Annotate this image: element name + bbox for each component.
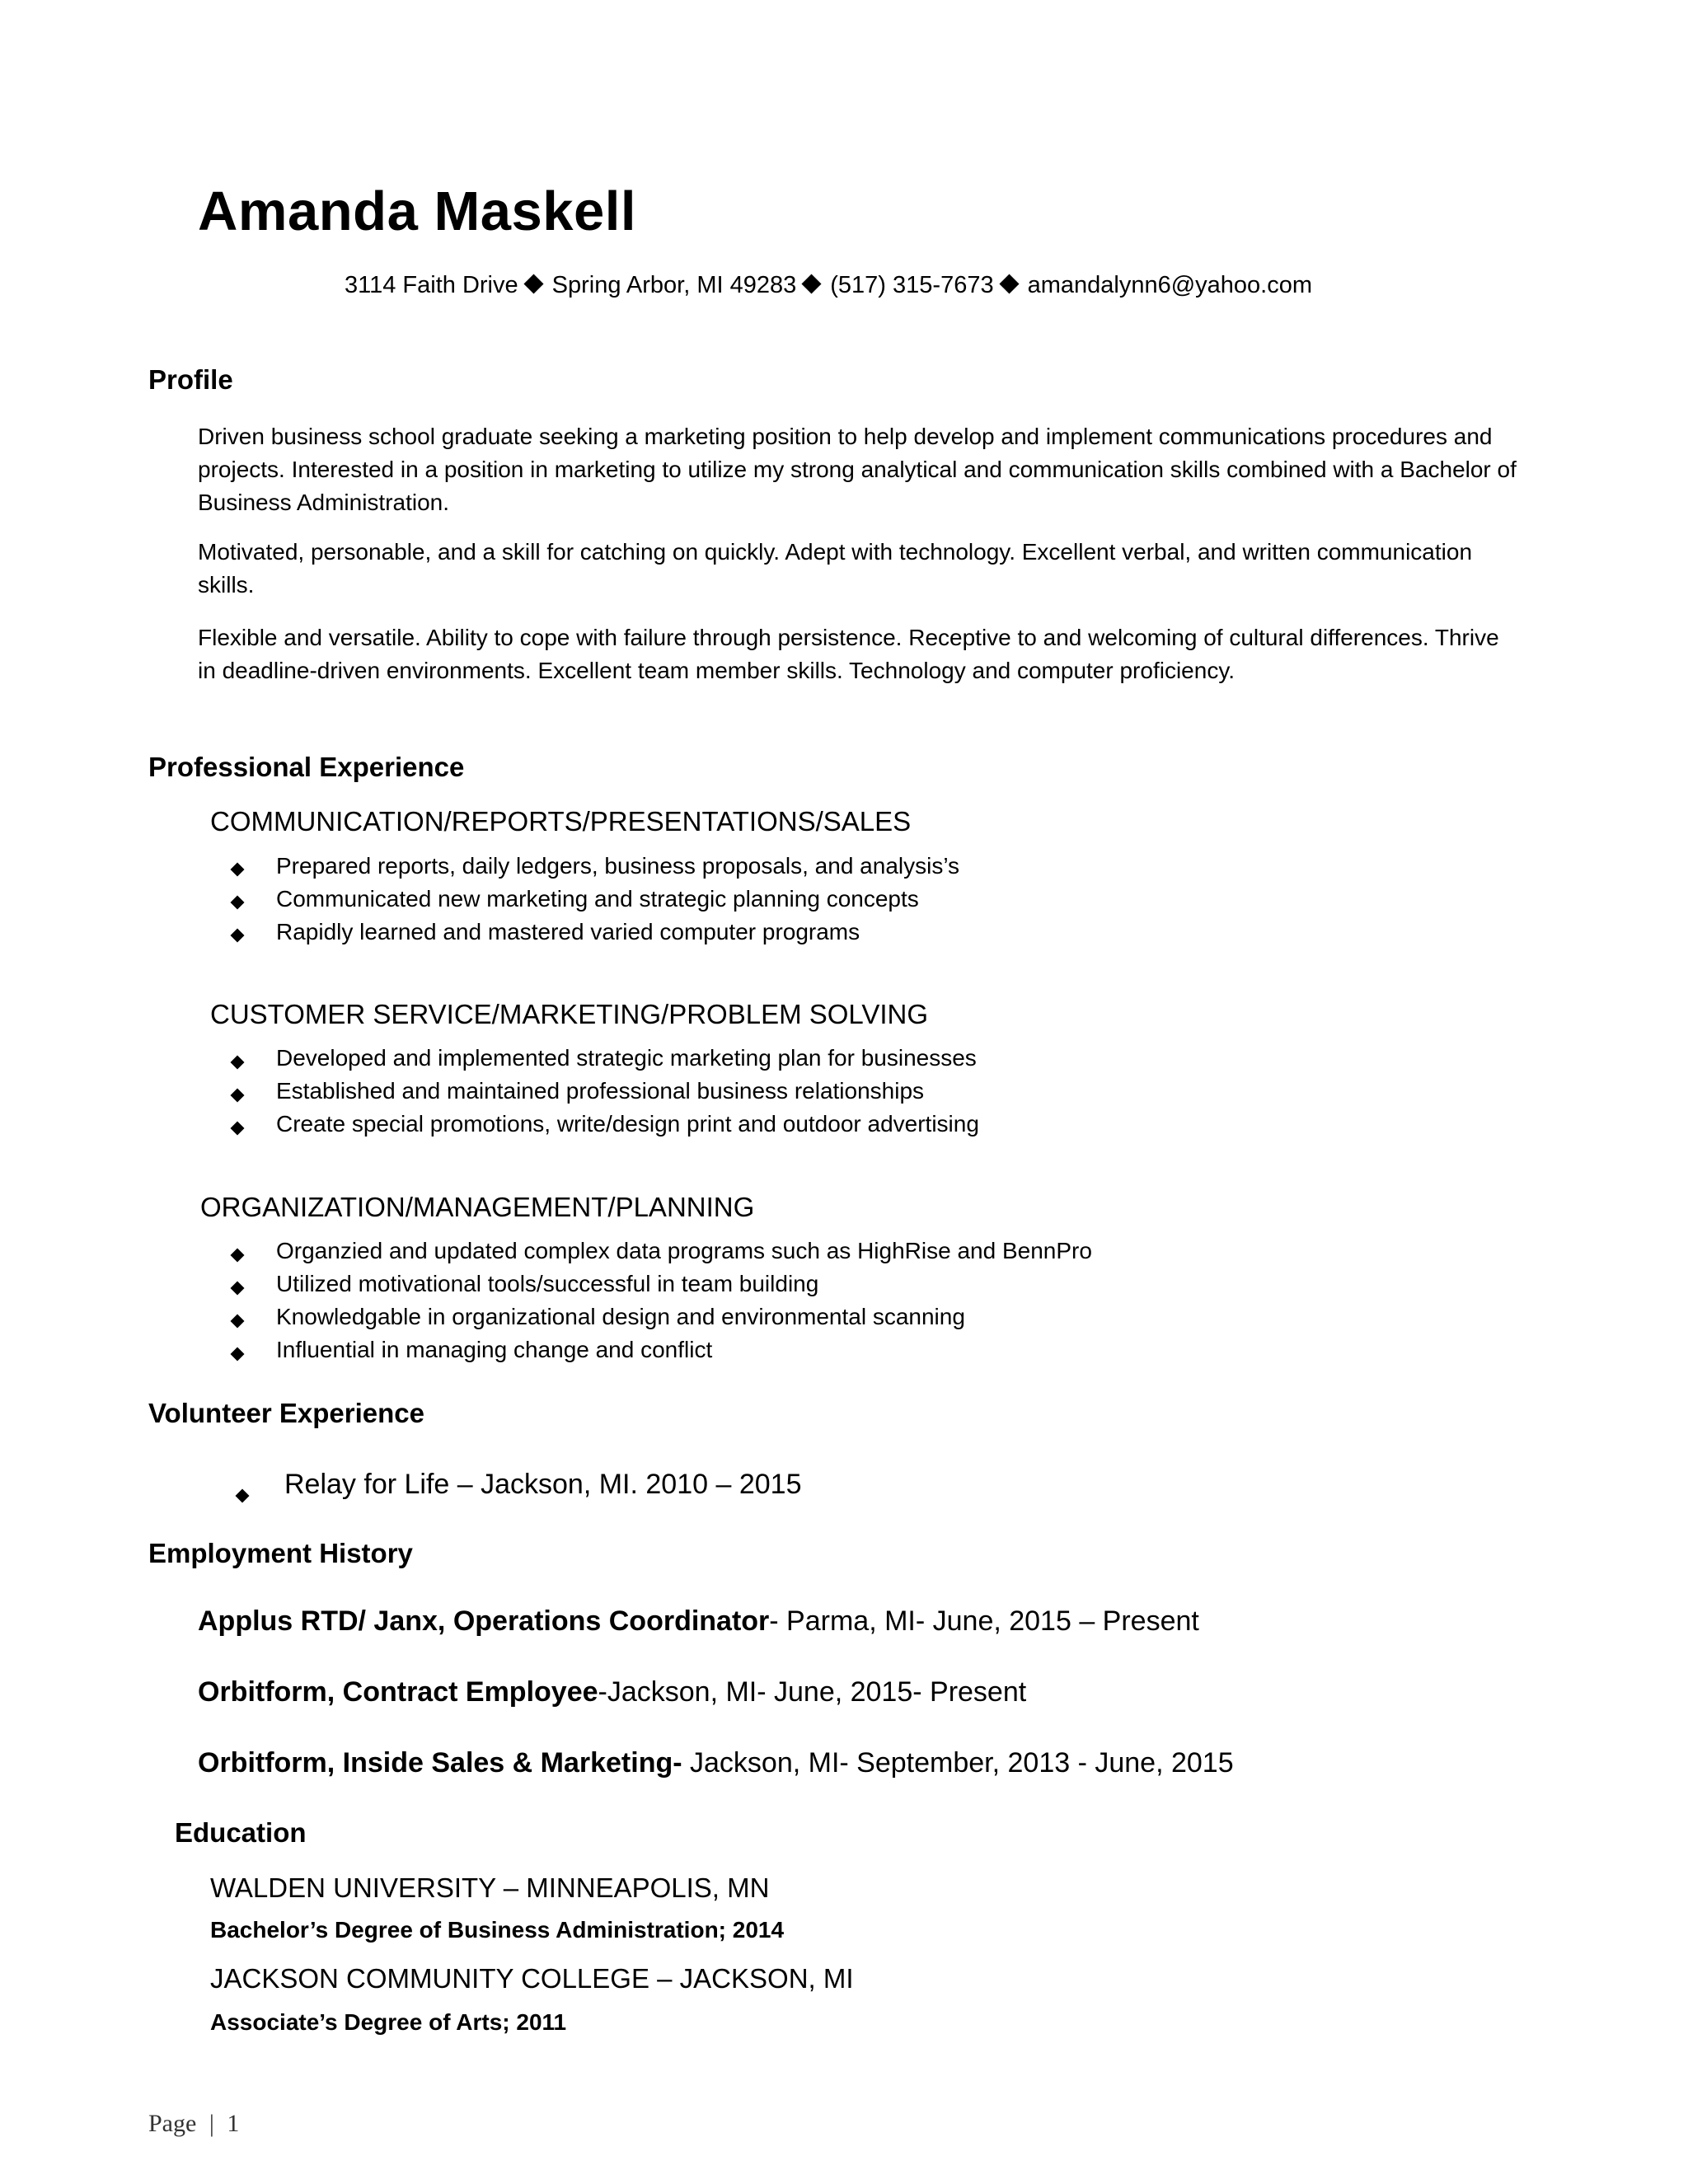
bullet-icon [231,1122,245,1136]
bullet-icon [231,1282,245,1296]
section-title-profile: Profile [148,364,233,395]
experience-item: Organzied and updated complex data programs such as HighRise and BennPro [276,1238,1092,1263]
contact-phone: (517) 315-7673 [830,272,994,298]
bullet-icon [231,1249,245,1263]
bullet-icon [231,863,245,877]
profile-paragraph: Driven business school graduate seeking a marketing position to help develop and implement communications procedures and projects. Interested in a position in marketing to utilize my strong analytical and communication skills combined with a Bachelor of Business Administration. [198,424,1517,515]
bullet-icon [231,1056,245,1070]
bullet-icon [231,1315,245,1329]
page-number: 1 [227,2110,240,2137]
profile-paragraph: Motivated, personable, and a skill for catching on quickly. Adept with technology. Excellent verbal, and written communication skills. [198,539,1473,598]
diamond-separator-icon [523,274,543,293]
experience-group-heading: ORGANIZATION/MANAGEMENT/PLANNING [200,1192,755,1222]
experience-item: Utilized motivational tools/successful in team building [276,1271,819,1296]
diamond-separator-icon [802,274,822,293]
volunteer-item: Relay for Life – Jackson, MI. 2010 – 2015 [284,1469,802,1500]
bullet-icon [231,929,245,943]
experience-item: Developed and implemented strategic marketing plan for businesses [276,1045,977,1071]
bullet-icon [231,1089,245,1103]
job-role: Orbitform, Inside Sales & Marketing- [198,1747,682,1779]
experience-item: Prepared reports, daily ledgers, business proposals, and analysis’s [276,853,960,879]
contact-city: Spring Arbor, MI 49283 [551,272,797,298]
page-footer [148,2110,239,2138]
section-title-experience: Professional Experience [148,752,465,782]
job-role: Orbitform, Contract Employee [198,1676,598,1708]
education-degree: Associate’s Degree of Arts; 2011 [210,2009,567,2035]
job-detail: - Parma, MI- June, 2015 – Present [769,1605,1199,1637]
experience-item: Knowledgable in organizational design and environmental scanning [276,1304,965,1329]
job-detail: -Jackson, MI- June, 2015- Present [598,1676,1027,1708]
job-role: Applus RTD/ Janx, Operations Coordinator [198,1605,770,1637]
experience-item: Established and maintained professional business relationships [276,1078,925,1104]
experience-item: Communicated new marketing and strategic planning concepts [276,886,919,912]
diamond-separator-icon [999,274,1019,293]
section-title-education: Education [175,1817,307,1848]
contact-address: 3114 Faith Drive [345,272,518,298]
experience-item: Influential in managing change and conflict [276,1337,713,1362]
employment-entry [198,1605,1199,1638]
bullet-icon [231,896,245,910]
section-title-employment: Employment History [148,1538,413,1568]
page-separator: | [209,2110,214,2137]
experience-group-heading: CUSTOMER SERVICE/MARKETING/PROBLEM SOLVING [210,999,929,1029]
candidate-name: Amanda Maskell [198,180,637,242]
experience-item: Create special promotions, write/design print and outdoor advertising [276,1111,979,1137]
education-school: WALDEN UNIVERSITY – MINNEAPOLIS, MN [210,1872,770,1903]
bullet-icon [236,1489,250,1503]
section-title-volunteer: Volunteer Experience [148,1398,425,1428]
experience-group-heading: COMMUNICATION/REPORTS/PRESENTATIONS/SALES [210,806,912,837]
experience-item: Rapidly learned and mastered varied computer programs [276,919,860,944]
profile-paragraph: Flexible and versatile. Ability to cope with failure through persistence. Receptive to and welcoming of cultural differences. Thrive in deadline-driven environments. Excellent team member skills. Technology and computer proficiency. [198,625,1499,683]
education-degree: Bachelor’s Degree of Business Administration; 2014 [210,1917,785,1943]
employment-entry [198,1747,1234,1779]
bullet-icon [231,1347,245,1361]
contact-line [345,272,1312,299]
education-school: JACKSON COMMUNITY COLLEGE – JACKSON, MI [210,1963,854,1994]
employment-entry [198,1676,1026,1708]
contact-email: amandalynn6@yahoo.com [1027,272,1313,298]
job-detail: Jackson, MI- September, 2013 - June, 2015 [682,1747,1234,1779]
page-label: Page [148,2110,197,2137]
